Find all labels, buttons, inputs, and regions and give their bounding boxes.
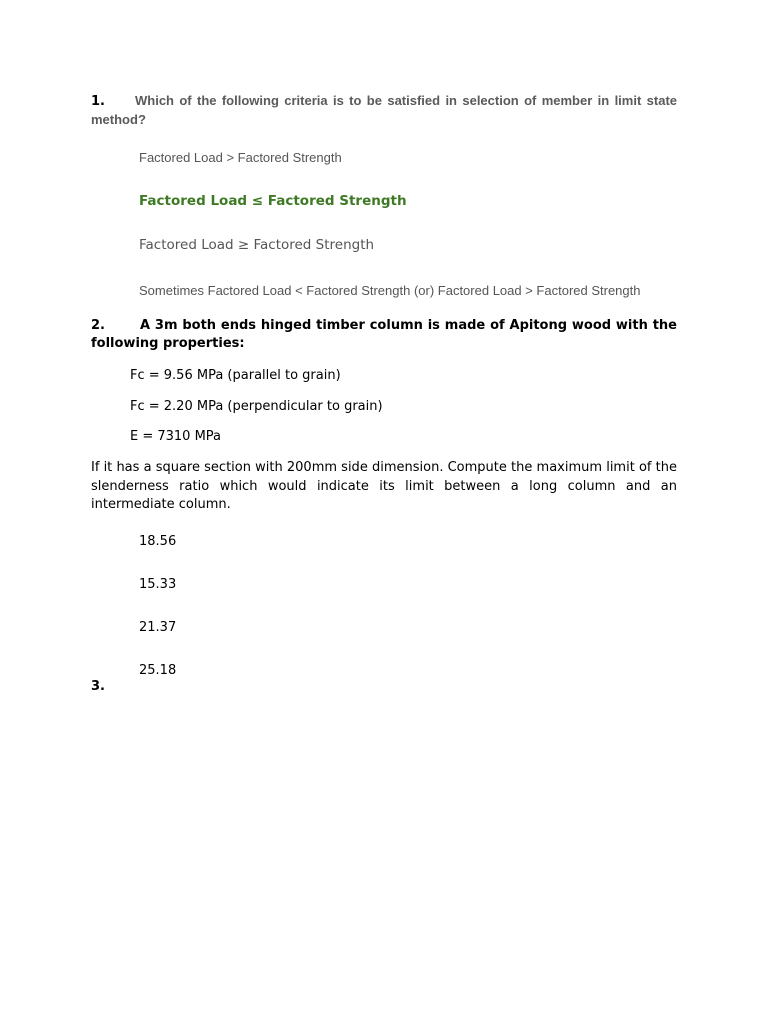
question-2-option-b[interactable]: 15.33 bbox=[139, 577, 177, 592]
question-1-number: 1. bbox=[91, 94, 105, 109]
question-2-option-a[interactable]: 18.56 bbox=[139, 534, 177, 549]
question-3-number: 3. bbox=[91, 679, 105, 694]
question-2-text: A 3m both ends hinged timber column is made of Apitong wood with the following properties: bbox=[91, 318, 677, 351]
question-1-option-b-correct[interactable]: Factored Load ≤ Factored Strength bbox=[139, 193, 407, 209]
property-modulus-e: E = 7310 MPa bbox=[130, 429, 222, 444]
question-2-option-c[interactable]: 21.37 bbox=[139, 620, 177, 635]
question-2-paragraph: If it has a square section with 200mm side dimension. Compute the maximum limit of the slenderness ratio which would indicate its limit between a long column and an intermediate column. bbox=[91, 460, 677, 512]
question-1-option-d[interactable]: Sometimes Factored Load < Factored Strength (or) Factored Load > Factored Strength bbox=[139, 283, 641, 298]
question-2-text-block bbox=[91, 317, 677, 353]
question-1-option-a[interactable]: Factored Load > Factored Strength bbox=[139, 150, 342, 165]
question-2-number: 2. bbox=[91, 318, 105, 333]
question-2 bbox=[91, 317, 677, 353]
question-1-text: Which of the following criteria is to be satisfied in selection of member in limit state method? bbox=[91, 93, 677, 127]
question-2-option-d[interactable]: 25.18 bbox=[139, 663, 177, 678]
question-1-text-block bbox=[91, 92, 677, 129]
question-1 bbox=[91, 92, 677, 129]
question-1-option-c[interactable]: Factored Load ≥ Factored Strength bbox=[139, 237, 375, 253]
property-fc-perpendicular: Fc = 2.20 MPa (perpendicular to grain) bbox=[130, 399, 383, 414]
property-fc-parallel: Fc = 9.56 MPa (parallel to grain) bbox=[130, 368, 341, 383]
